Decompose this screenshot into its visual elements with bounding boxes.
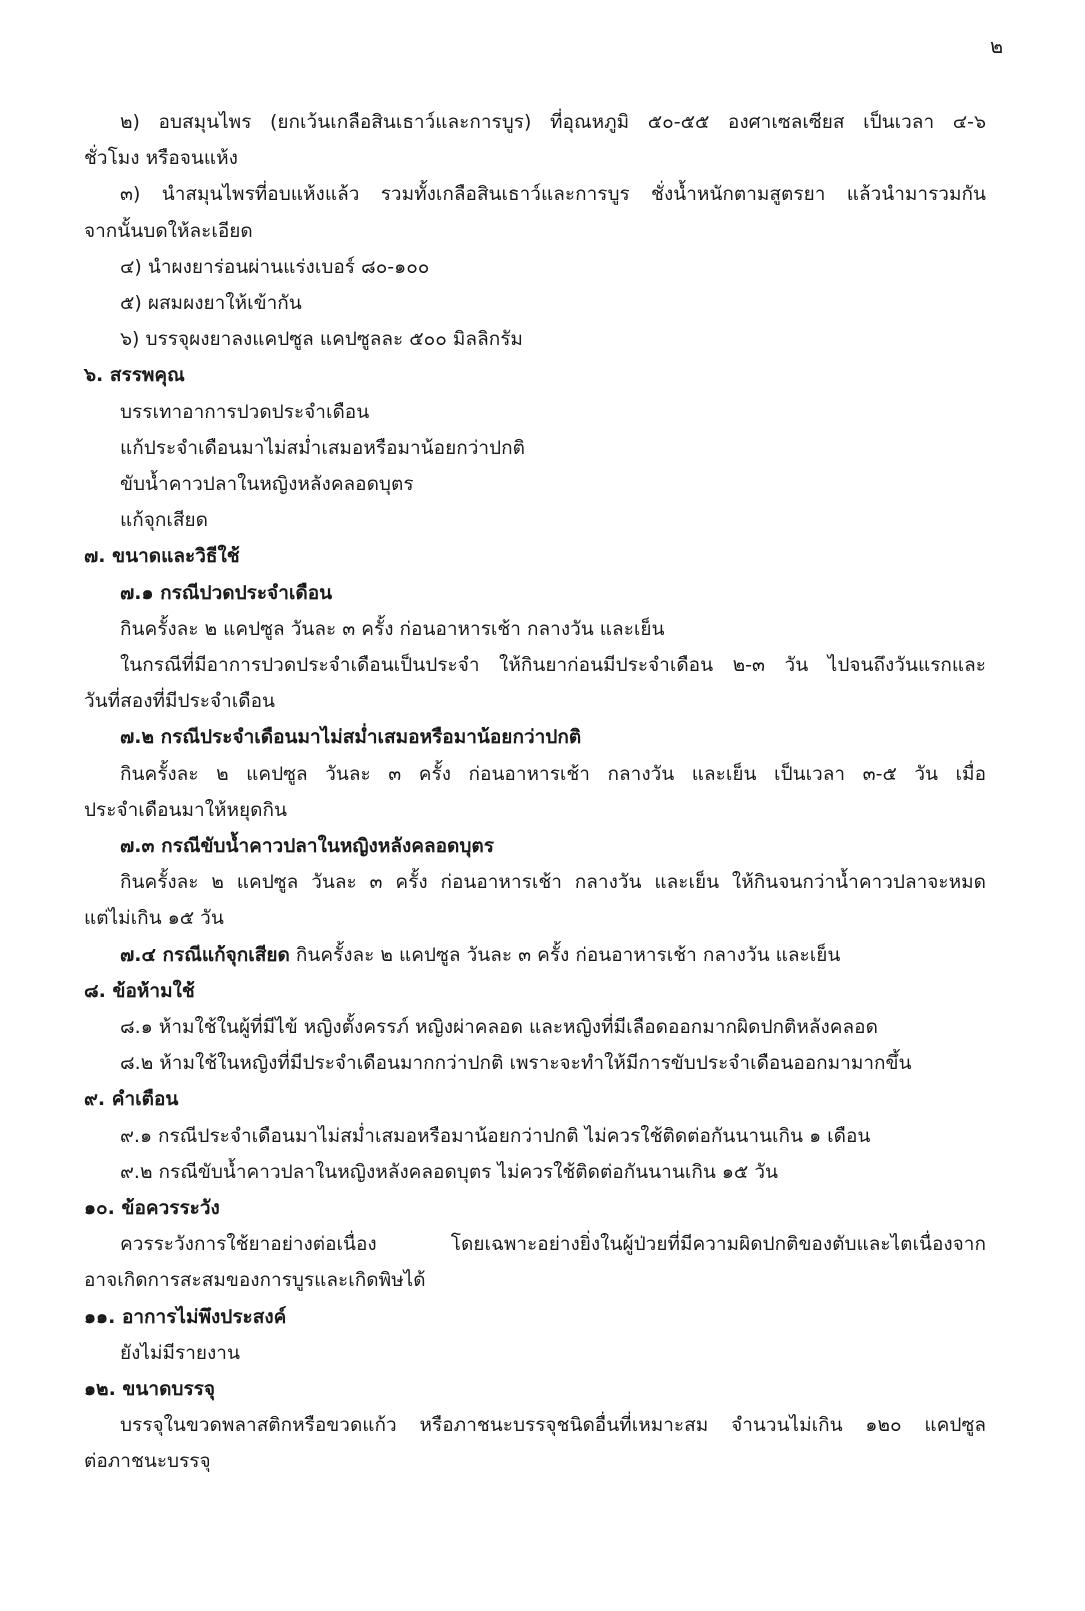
paragraph-line: ประจำเดือนมาให้หยุดกิน — [84, 798, 287, 821]
section-heading: ๑๒. ขนาดบรรจุ — [84, 1378, 216, 1401]
list-item: แก้ประจำเดือนมาไม่สม่ำเสมอหรือมาน้อยกว่าปกติ — [120, 436, 525, 459]
paragraph-line: วันที่สองที่มีประจำเดือน — [84, 690, 276, 713]
section-adverse-reactions — [84, 1299, 986, 1371]
page-number: ๒ — [990, 34, 1004, 58]
paragraph-line: กินครั้งละ ๒ แคปซูล วันละ ๓ ครั้ง ก่อนอาหารเช้า กลางวัน และเย็น ให้กินจนกว่าน้ำคาวปลาจะหมด — [120, 871, 986, 894]
section-contraindications — [84, 973, 986, 1082]
section-heading: ๗. ขนาดและวิธีใช้ — [84, 545, 240, 568]
step-2-line-2: ชั่วโมง หรือจนแห้ง — [84, 147, 238, 170]
list-item: ๘.๑ ห้ามใช้ในผู้ที่มีไข้ หญิงตั้งครรภ์ หญิงผ่าคลอด และหญิงที่มีเลือดออกมากผิดปกติหลังคลอด — [120, 1016, 878, 1038]
list-item: แก้จุกเสียด — [120, 509, 208, 532]
paragraph-line: กินครั้งละ ๒ แคปซูล วันละ ๓ ครั้ง ก่อนอาหารเช้า กลางวัน และเย็น เป็นเวลา ๓-๕ วัน เมื่อ — [120, 762, 986, 785]
paragraph-line: ยังไม่มีรายงาน — [120, 1341, 240, 1364]
section-heading: ๙. คำเตือน — [84, 1088, 179, 1111]
preparation-steps — [84, 104, 986, 357]
paragraph-line: บรรจุในขวดพลาสติกหรือขวดแก้ว หรือภาชนะบรรจุชนิดอื่นที่เหมาะสม จำนวนไม่เกิน ๑๒๐ แคปซูล — [120, 1414, 986, 1437]
paragraph-line: แต่ไม่เกิน ๑๕ วัน — [84, 907, 224, 930]
list-item: ๙.๑ กรณีประจำเดือนมาไม่สม่ำเสมอหรือมาน้อยกว่าปกติ ไม่ควรใช้ติดต่อกันนานเกิน ๑ เดือน — [120, 1124, 871, 1147]
subsection-heading: ๗.๑ กรณีปวดประจำเดือน — [120, 581, 333, 604]
list-item: ขับน้ำคาวปลาในหญิงหลังคลอดบุตร — [120, 473, 414, 495]
section-packaging — [84, 1371, 986, 1480]
section-indications — [84, 357, 986, 538]
section-heading: ๖. สรรพคุณ — [84, 364, 185, 387]
section-heading: ๘. ข้อห้ามใช้ — [84, 979, 195, 1002]
step-3-line-2: จากนั้นบดให้ละเอียด — [84, 219, 253, 242]
step-2-line-1: ๒) อบสมุนไพร (ยกเว้นเกลือสินเธาว์และการบูร) ที่อุณหภูมิ ๕๐-๕๕ องศาเซลเซียส เป็นเวลา ๔-๖ — [120, 111, 986, 133]
paragraph-text: กินครั้งละ ๒ แคปซูล วันละ ๓ ครั้ง ก่อนอาหารเช้า กลางวัน และเย็น — [289, 943, 841, 966]
subsection-heading: ๗.๓ กรณีขับน้ำคาวปลาในหญิงหลังคลอดบุตร — [120, 835, 494, 857]
paragraph-line: ควรระวังการใช้ยาอย่างต่อเนื่อง โดยเฉพาะอย่างยิ่งในผู้ป่วยที่มีความผิดปกติของตับและไตเนื่องจาก — [120, 1233, 986, 1256]
paragraph-line: กินครั้งละ ๒ แคปซูล วันละ ๓ ครั้ง ก่อนอาหารเช้า กลางวัน และเย็น — [120, 617, 665, 640]
section-warnings — [84, 1081, 986, 1190]
section-dosage — [84, 538, 986, 972]
section-heading: ๑๑. อาการไม่พึงประสงค์ — [84, 1305, 287, 1328]
list-item: ๘.๒ ห้ามใช้ในหญิงที่มีประจำเดือนมากกว่าปกติ เพราะจะทำให้มีการขับประจำเดือนออกมามากขึ้น — [120, 1052, 912, 1075]
subsection-heading: ๗.๒ กรณีประจำเดือนมาไม่สม่ำเสมอหรือมาน้อยกว่าปกติ — [120, 726, 582, 749]
paragraph-line: ในกรณีที่มีอาการปวดประจำเดือนเป็นประจำ ให้กินยาก่อนมีประจำเดือน ๒-๓ วัน ไปจนถึงวันแรกและ — [120, 654, 986, 677]
paragraph-line: ต่อภาชนะบรรจุ — [84, 1450, 211, 1473]
subsection-heading: ๗.๔ กรณีแก้จุกเสียด — [120, 943, 290, 966]
document-body — [84, 104, 986, 1480]
list-item: บรรเทาอาการปวดประจำเดือน — [120, 400, 370, 423]
step-3-line-1: ๓) นำสมุนไพรที่อบแห้งแล้ว รวมทั้งเกลือสินเธาว์และการบูร ชั่งน้ำหนักตามสูตรยา แล้วนำมารวมกัน — [120, 183, 986, 206]
section-precautions — [84, 1190, 986, 1299]
list-item: ๙.๒ กรณีขับน้ำคาวปลาในหญิงหลังคลอดบุตร ไม่ควรใช้ติดต่อกันนานเกิน ๑๕ วัน — [120, 1160, 778, 1183]
step-6: ๖) บรรจุผงยาลงแคปซูล แคปซูลละ ๕๐๐ มิลลิกรัม — [120, 328, 523, 351]
section-heading: ๑๐. ข้อควรระวัง — [84, 1197, 220, 1220]
step-4: ๔) นำผงยาร่อนผ่านแร่งเบอร์ ๘๐-๑๐๐ — [120, 255, 430, 278]
subsection-inline — [84, 937, 986, 973]
step-5: ๕) ผสมผงยาให้เข้ากัน — [120, 291, 302, 314]
paragraph-line: อาจเกิดการสะสมของการบูรและเกิดพิษได้ — [84, 1269, 426, 1292]
